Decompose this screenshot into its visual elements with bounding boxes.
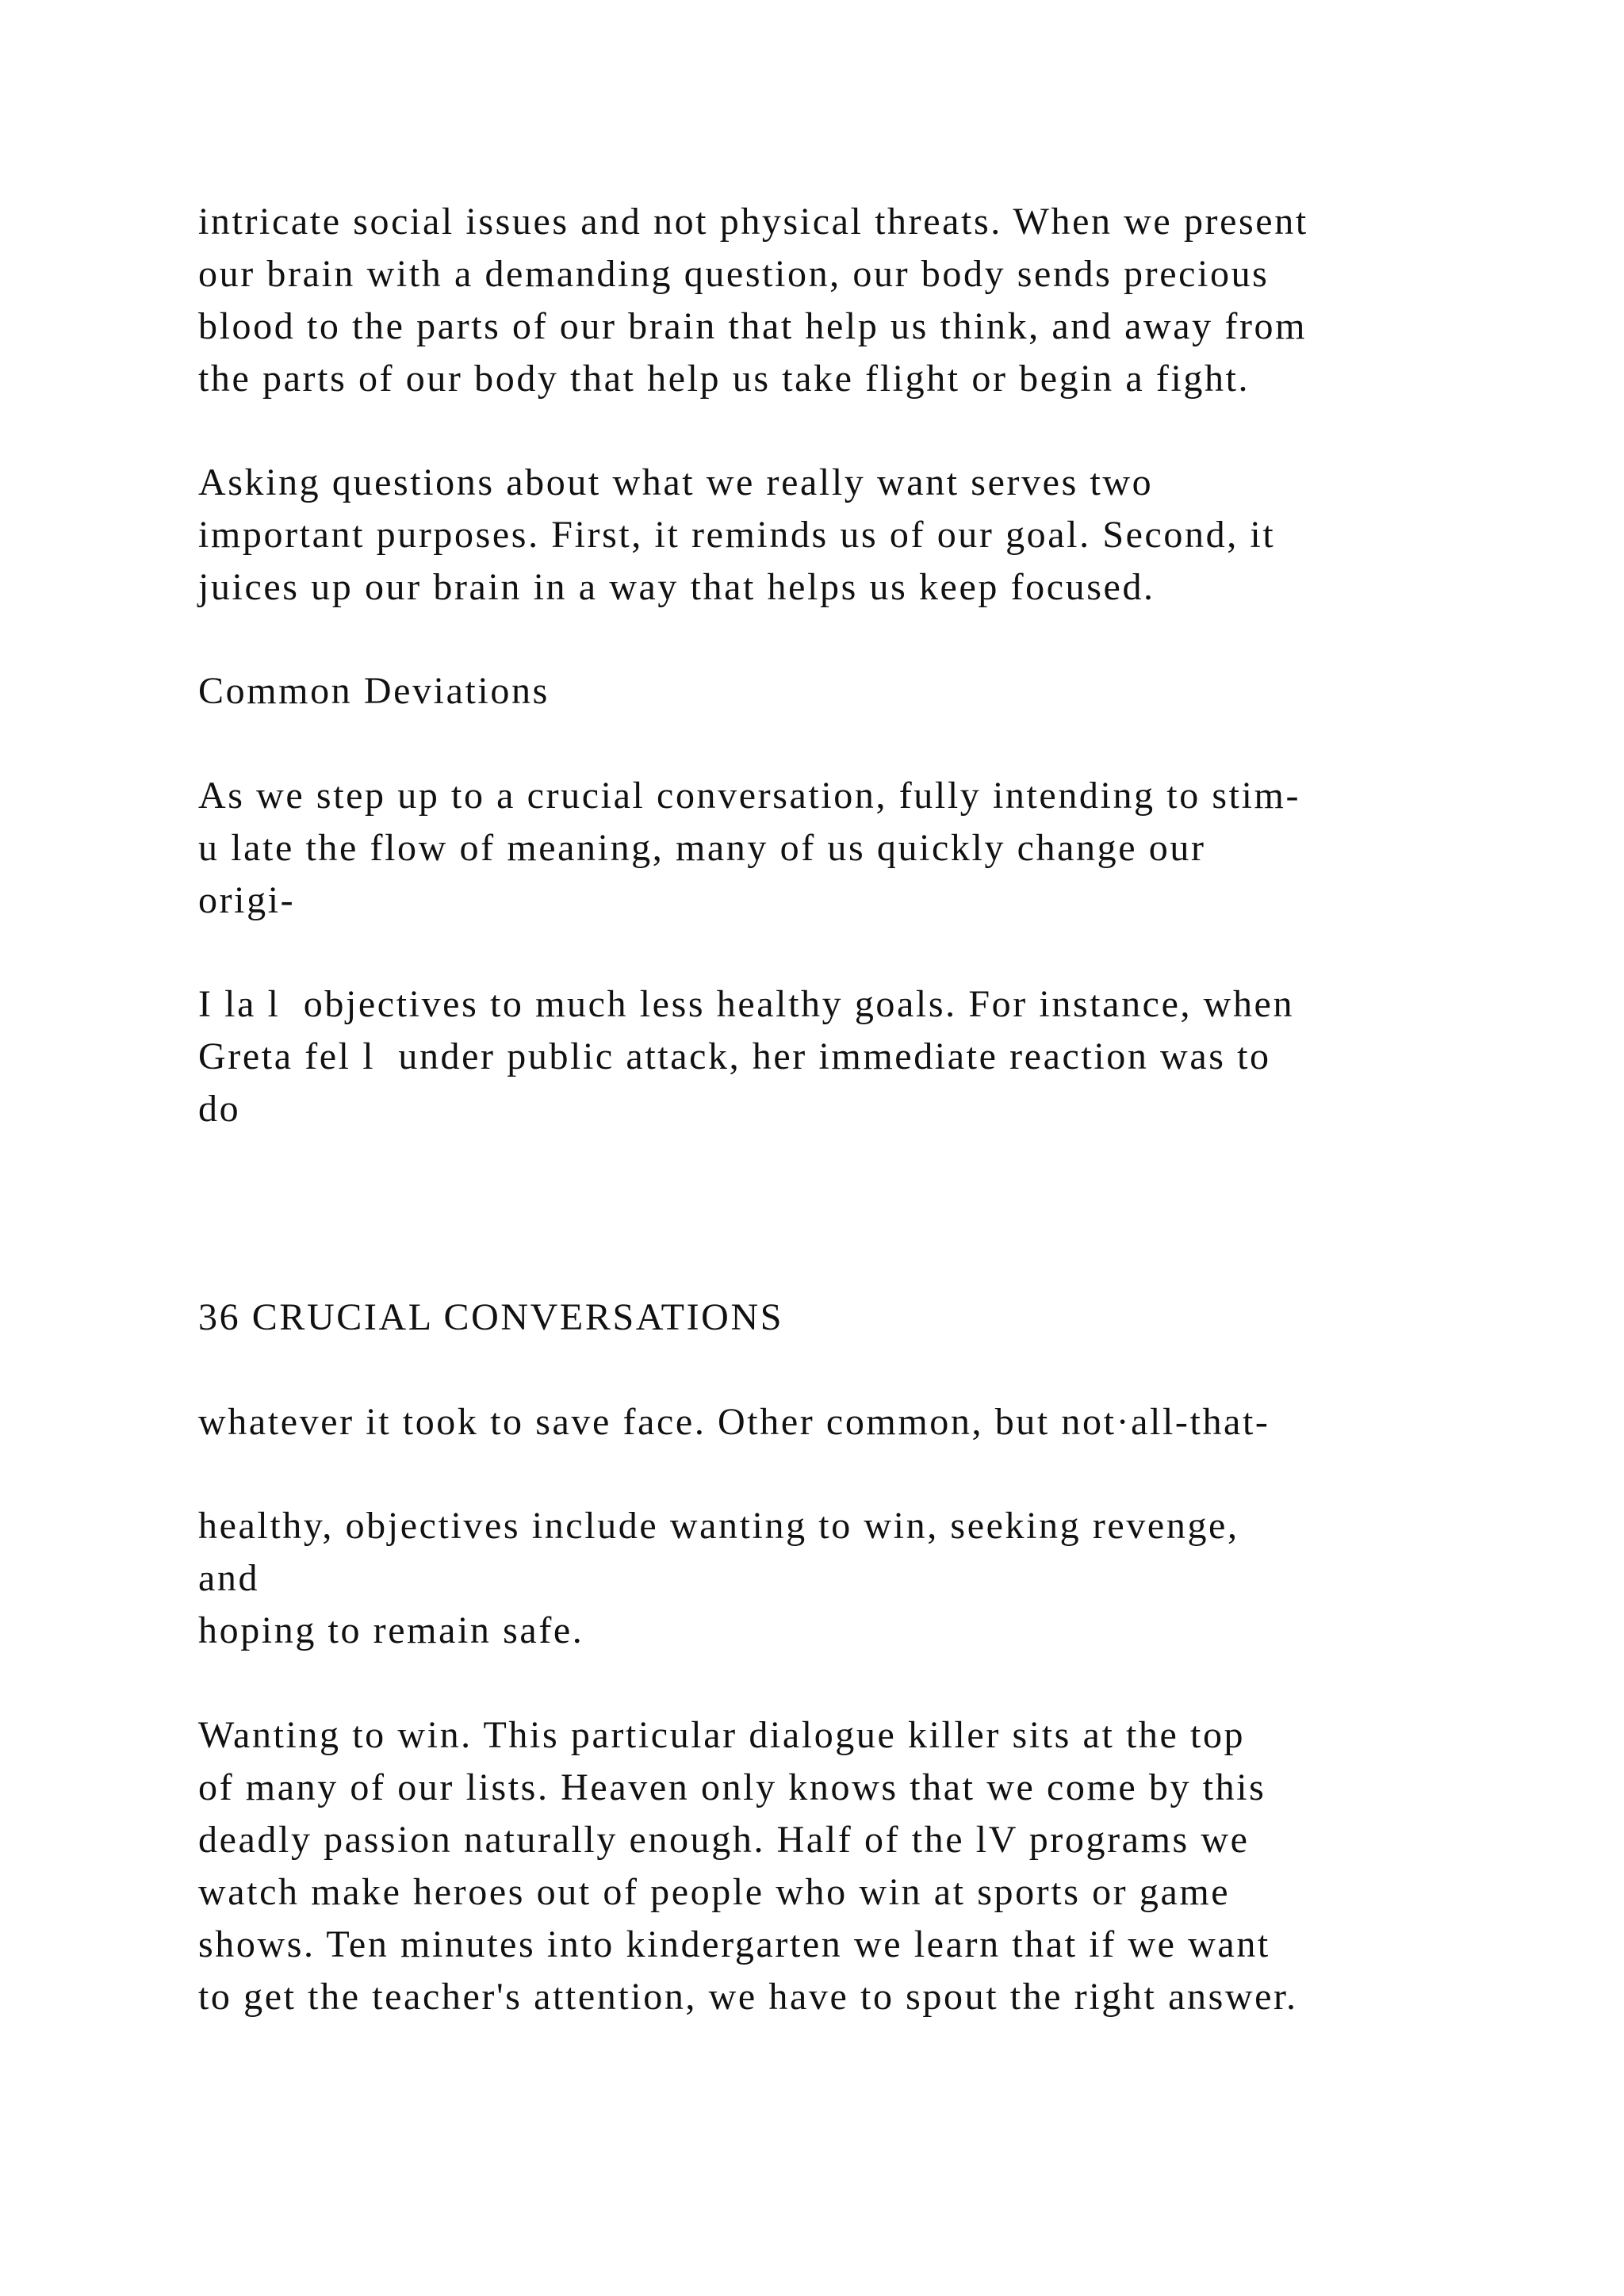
text-line: our brain with a demanding question, our body sends precious <box>198 253 1270 295</box>
text-line: juices up our brain in a way that helps us keep focused. <box>198 566 1155 608</box>
text-line: to get the teacher's attention, we have to spout the right answer. <box>198 1976 1298 2018</box>
text-line: blood to the parts of our brain that help us think, and away from <box>198 305 1308 347</box>
text-line: I la l objectives to much less healthy goals. For instance, when <box>198 983 1295 1025</box>
section-heading: Common Deviations <box>198 670 550 712</box>
text-line: whatever it took to save face. Other common, but not·all-that- <box>198 1401 1270 1443</box>
text-line: deadly passion naturally enough. Half of the lV programs we <box>198 1819 1250 1861</box>
text-line: the parts of our body that help us take flight or begin a fight. <box>198 358 1251 400</box>
text-line: Asking questions about what we really want serves two <box>198 461 1154 503</box>
text-line: of many of our lists. Heaven only knows that we come by this <box>198 1766 1266 1808</box>
text-line: Greta fel l under public attack, her immediate reaction was to <box>198 1035 1271 1077</box>
text-line: As we step up to a crucial conversation, fully intending to stim- <box>198 775 1301 817</box>
text-line: shows. Ten minutes into kindergarten we learn that if we want <box>198 1923 1270 1965</box>
text-line: origi- <box>198 879 296 921</box>
text-line: healthy, objectives include wanting to win, seeking revenge, <box>198 1505 1239 1547</box>
text-line: and <box>198 1557 260 1599</box>
text-line: u late the flow of meaning, many of us quickly change our <box>198 827 1206 869</box>
text-line: intricate social issues and not physical threats. When we present <box>198 201 1308 243</box>
running-header: 36 CRUCIAL CONVERSATIONS <box>198 1296 784 1338</box>
text-line: important purposes. First, it reminds us of our goal. Second, it <box>198 514 1276 556</box>
text-line: Wanting to win. This particular dialogue killer sits at the top <box>198 1714 1246 1756</box>
text-line: hoping to remain safe. <box>198 1609 584 1651</box>
text-line: do <box>198 1088 241 1130</box>
text-line: watch make heroes out of people who win at sports or game <box>198 1871 1231 1913</box>
